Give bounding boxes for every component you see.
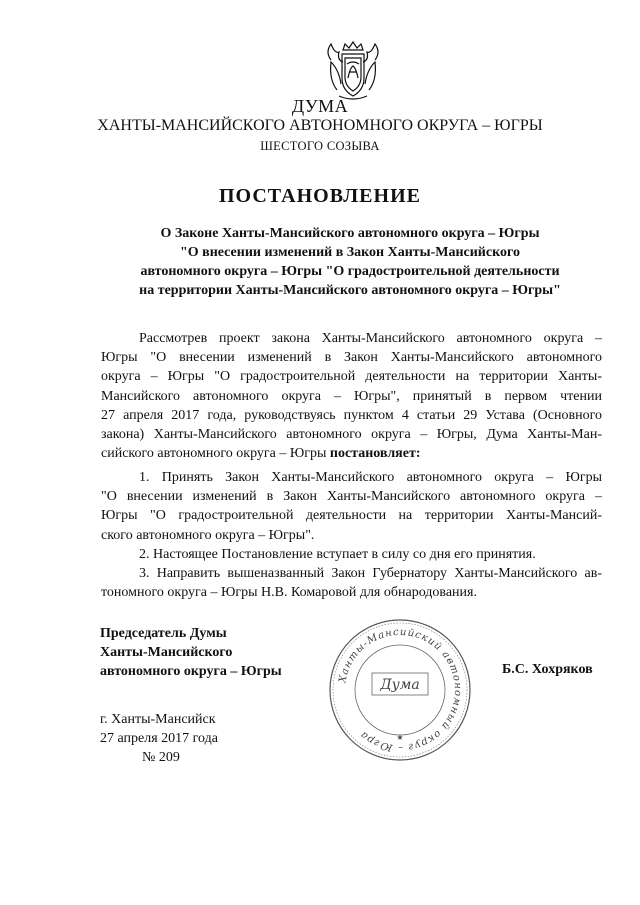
convocation: ШЕСТОГО СОЗЫВА [260,139,380,153]
preamble [101,329,602,463]
item-1 [101,468,602,545]
signatory-title-line: Председатель Думы [100,626,227,641]
document-number: № 209 [142,750,180,765]
item-1-line: ского автономного округа – Югры". [101,527,315,543]
subject-line: О Законе Ханты-Мансийского автономного округа – Югры [160,226,540,241]
signatory-title-line: Ханты-Мансийского [100,645,233,660]
subject-line: на территории Ханты-Мансийского автономного округа – Югры" [139,283,561,298]
item-1-line: 1. Принять Закон Ханты-Мансийского автономного округа – Югры [139,470,602,485]
issue-date: 27 апреля 2017 года [100,731,218,746]
document-subject [100,224,600,300]
item-2-line: 2. Настоящее Постановление вступает в силу со дня его принятия. [139,547,536,562]
signatory-title [100,624,282,681]
subject-line: "О внесении изменений в Закон Ханты-Мансийского [180,245,520,260]
org-name: ДУМА [291,96,349,116]
preamble-line: Югры "О внесении изменений в Закон Ханты-Мансийского автономного [101,350,602,366]
document-title: ПОСТАНОВЛЕНИЕ [219,185,421,207]
preamble-line: Рассмотрев проект закона Ханты-Мансийского автономного округа – [139,331,602,346]
item-1-line: "О внесении изменений в Закон Ханты-Мансийского автономного округа – [101,489,602,505]
region-name: ХАНТЫ-МАНСИЙСКОГО АВТОНОМНОГО ОКРУГА – ЮГРЫ [97,117,543,134]
item-3-line: 3. Направить вышеназванный Закон Губернатору Ханты-Мансийского ав- [139,566,602,581]
signatory-name: Б.С. Хохряков [502,662,593,677]
preamble-line: 27 апреля 2017 года, руководствуясь пунктом 4 статьи 29 Устава (Основного [101,407,602,423]
issue-place: г. Ханты-Мансийск [100,712,216,727]
subject-line: автономного округа – Югры "О градостроительной деятельности [140,264,560,279]
item-3 [101,564,602,602]
svg-text:★: ★ [396,733,404,742]
item-3-line: тономного округа – Югры Н.В. Комаровой для обнародования. [101,585,477,601]
item-1-line: Югры "О градостроительной деятельности на территории Ханты-Мансий- [101,508,602,524]
resolves-word: постановляет: [329,446,421,462]
item-2 [101,545,602,564]
signatory-title-line: автономного округа – Югры [100,664,282,679]
seal-ring-text: Ханты-Мансийский автономный округ – Югра [337,626,464,754]
issue-info [100,710,218,767]
official-seal-icon [325,615,475,765]
preamble-line: Мансийского автономного округа – Югры", принятый в первом чтении [101,388,602,404]
preamble-last-line [101,444,602,463]
coat-of-arms-icon [323,40,383,102]
preamble-line: округа – Югры "О градостроительной деятельности на территории Ханты- [101,369,602,385]
preamble-line: сийского автономного округа – Югры [101,446,327,462]
preamble-line: закона) Ханты-Мансийского автономного округа – Югры, Дума Ханты-Ман- [101,426,602,442]
seal-center-text: Дума [380,677,420,693]
